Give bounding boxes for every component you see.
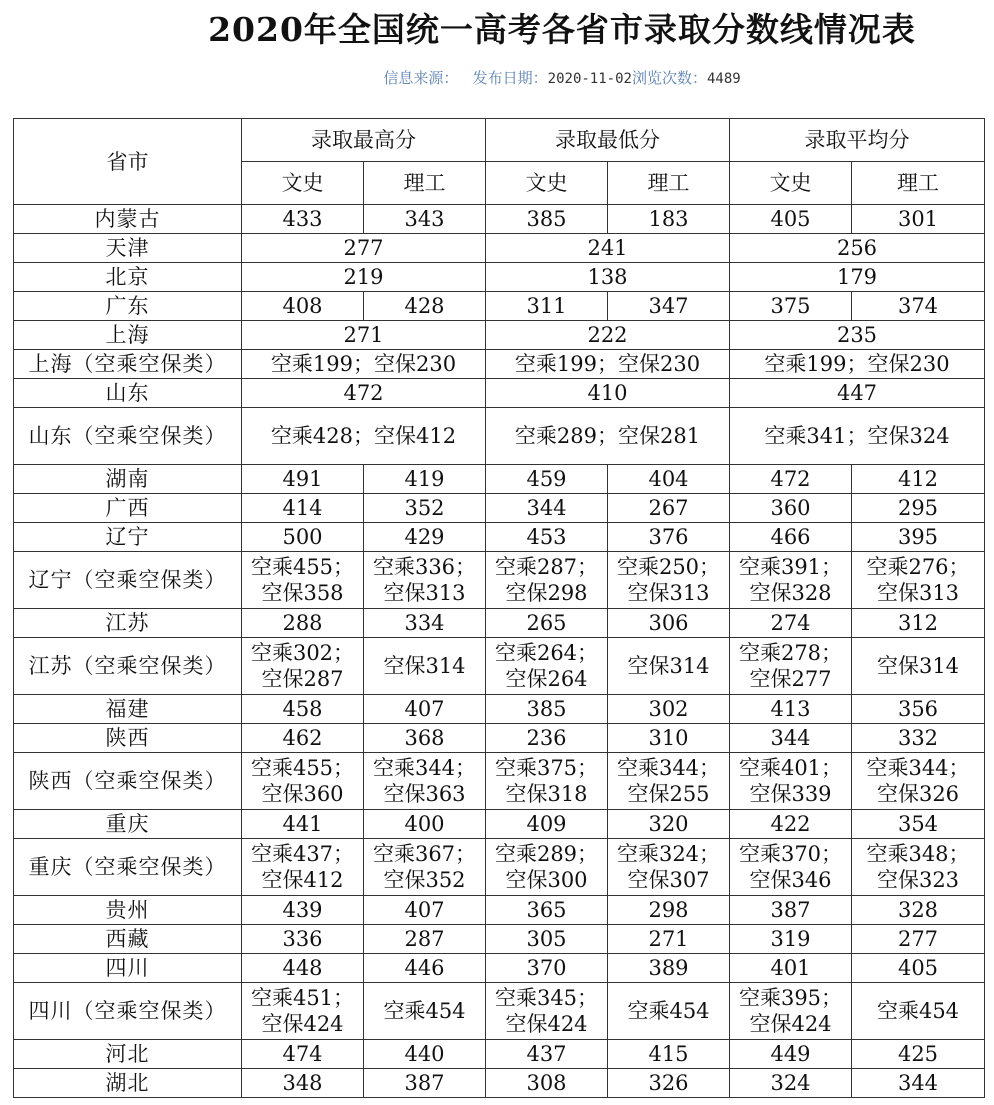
score-cell: 404	[608, 465, 730, 494]
score-cell: 256	[730, 234, 985, 263]
province-cell: 陕西	[14, 724, 242, 753]
table-row	[14, 552, 985, 609]
score-cell: 385	[486, 695, 608, 724]
score-cell: 空乘199；空保230	[486, 350, 730, 379]
table-row	[14, 983, 985, 1040]
province-cell: 山东	[14, 379, 242, 408]
province-cell: 广东	[14, 292, 242, 321]
table-row	[14, 523, 985, 552]
score-cell: 288	[242, 609, 364, 638]
score-cell: 287	[364, 925, 486, 954]
score-cell: 343	[364, 205, 486, 234]
score-cell: 138	[486, 263, 730, 292]
score-line: 空保363	[383, 782, 466, 806]
score-cell: 344	[486, 494, 608, 523]
score-cell: 376	[608, 523, 730, 552]
views-label: 浏览次数：	[631, 69, 707, 87]
table-row	[14, 695, 985, 724]
province-cell: 重庆	[14, 810, 242, 839]
score-cell: 441	[242, 810, 364, 839]
table-row	[14, 465, 985, 494]
score-line: 空保424	[261, 1012, 344, 1036]
score-line: 空乘437；	[250, 842, 355, 866]
score-line: 空保307	[627, 868, 710, 892]
score-line: 空乘287；	[494, 555, 599, 579]
score-cell	[486, 753, 608, 810]
score-cell: 428	[364, 292, 486, 321]
score-line: 空乘455；	[250, 756, 355, 780]
source-label: 信息来源：	[383, 69, 459, 87]
score-line: 空乘278；	[738, 641, 843, 665]
score-cell: 472	[730, 465, 852, 494]
article-meta	[0, 67, 994, 88]
view-count: 4489	[706, 71, 741, 87]
score-line: 空乘289；	[494, 842, 599, 866]
score-line: 空保328	[749, 581, 832, 605]
score-cell	[486, 983, 608, 1040]
score-cell: 277	[852, 925, 985, 954]
score-cell	[242, 983, 364, 1040]
score-cell	[730, 552, 852, 609]
table-row	[14, 753, 985, 810]
province-cell: 北京	[14, 263, 242, 292]
score-cell: 440	[364, 1040, 486, 1069]
score-line: 空保318	[505, 782, 588, 806]
score-cell: 295	[852, 494, 985, 523]
score-cell: 356	[852, 695, 985, 724]
score-line: 空保352	[383, 868, 466, 892]
score-cell: 347	[608, 292, 730, 321]
score-line: 空乘302；	[250, 641, 355, 665]
header-max-science: 理工	[364, 162, 486, 205]
score-cell: 405	[852, 954, 985, 983]
score-cell: 387	[364, 1069, 486, 1098]
score-line: 空保412	[261, 868, 344, 892]
table-row	[14, 292, 985, 321]
score-cell	[364, 753, 486, 810]
score-cell	[242, 638, 364, 695]
score-cell	[608, 839, 730, 896]
province-cell: 山东（空乘空保类）	[14, 408, 242, 465]
score-cell: 415	[608, 1040, 730, 1069]
table-row	[14, 321, 985, 350]
score-cell: 365	[486, 896, 608, 925]
score-cell: 183	[608, 205, 730, 234]
score-cell: 271	[608, 925, 730, 954]
score-line: 空乘336；	[372, 555, 477, 579]
header-min-score: 录取最低分	[486, 119, 730, 162]
score-line: 空保323	[876, 868, 960, 892]
header-avg-science: 理工	[852, 162, 985, 205]
score-line: 空乘367；	[372, 842, 477, 866]
score-cell: 332	[852, 724, 985, 753]
score-cell	[852, 753, 985, 810]
score-cell: 352	[364, 494, 486, 523]
province-cell: 湖南	[14, 465, 242, 494]
score-cell: 500	[242, 523, 364, 552]
score-cell: 466	[730, 523, 852, 552]
score-line: 空保255	[627, 782, 710, 806]
table-row	[14, 494, 985, 523]
score-cell: 235	[730, 321, 985, 350]
score-cell: 空乘454	[364, 983, 486, 1040]
table-row	[14, 839, 985, 896]
score-cell: 271	[242, 321, 486, 350]
score-line: 空乘455；	[250, 555, 355, 579]
score-line: 空保313	[876, 581, 960, 605]
header-province: 省市	[14, 119, 242, 205]
score-cell: 324	[730, 1069, 852, 1098]
score-cell	[730, 983, 852, 1040]
score-cell	[242, 552, 364, 609]
score-table	[13, 118, 985, 1098]
province-cell: 江苏（空乘空保类）	[14, 638, 242, 695]
score-cell: 222	[486, 321, 730, 350]
score-cell: 326	[608, 1069, 730, 1098]
score-cell: 474	[242, 1040, 364, 1069]
score-cell: 319	[730, 925, 852, 954]
table-row	[14, 234, 985, 263]
table-row	[14, 408, 985, 465]
score-cell: 空乘454	[852, 983, 985, 1040]
score-cell	[730, 753, 852, 810]
score-cell	[486, 638, 608, 695]
score-cell: 236	[486, 724, 608, 753]
score-cell: 空保314	[608, 638, 730, 695]
score-cell: 439	[242, 896, 364, 925]
table-row	[14, 609, 985, 638]
date-label: 发布日期：	[472, 69, 548, 87]
score-cell	[608, 753, 730, 810]
score-cell: 360	[730, 494, 852, 523]
score-cell: 298	[608, 896, 730, 925]
table-row	[14, 1069, 985, 1098]
score-cell	[242, 839, 364, 896]
header-max-arts: 文史	[242, 162, 364, 205]
page-title: 2020年全国统一高考各省市录取分数线情况表	[208, 10, 916, 49]
header-max-score: 录取最高分	[242, 119, 486, 162]
score-cell: 空保314	[364, 638, 486, 695]
score-line: 空保339	[749, 782, 832, 806]
score-cell	[852, 839, 985, 896]
score-line: 空乘250；	[616, 555, 721, 579]
score-line: 空保300	[505, 868, 588, 892]
province-cell: 上海	[14, 321, 242, 350]
table-row	[14, 810, 985, 839]
score-cell	[730, 638, 852, 695]
score-line: 空保346	[749, 868, 832, 892]
score-cell	[852, 552, 985, 609]
score-cell: 389	[608, 954, 730, 983]
table-row	[14, 263, 985, 292]
score-line: 空保264	[505, 667, 588, 691]
table-row	[14, 638, 985, 695]
header-min-arts: 文史	[486, 162, 608, 205]
score-cell: 241	[486, 234, 730, 263]
score-cell: 472	[242, 379, 486, 408]
score-cell: 459	[486, 465, 608, 494]
score-cell: 305	[486, 925, 608, 954]
score-cell	[364, 839, 486, 896]
score-cell: 344	[852, 1069, 985, 1098]
province-cell: 重庆（空乘空保类）	[14, 839, 242, 896]
score-cell: 334	[364, 609, 486, 638]
score-cell	[608, 552, 730, 609]
score-cell: 368	[364, 724, 486, 753]
score-cell: 401	[730, 954, 852, 983]
score-line: 空保298	[505, 581, 588, 605]
score-line: 空乘348；	[866, 842, 970, 866]
table-row	[14, 350, 985, 379]
score-line: 空保287	[261, 667, 344, 691]
score-cell: 265	[486, 609, 608, 638]
score-line: 空保313	[383, 581, 466, 605]
score-cell: 空乘199；空保230	[730, 350, 985, 379]
score-line: 空乘451；	[250, 986, 355, 1010]
score-cell: 422	[730, 810, 852, 839]
province-cell: 湖北	[14, 1069, 242, 1098]
score-cell: 405	[730, 205, 852, 234]
table-row	[14, 925, 985, 954]
score-line: 空保360	[261, 782, 344, 806]
score-line: 空保424	[749, 1012, 832, 1036]
score-cell: 409	[486, 810, 608, 839]
province-cell: 四川（空乘空保类）	[14, 983, 242, 1040]
province-cell: 贵州	[14, 896, 242, 925]
score-cell	[486, 552, 608, 609]
score-line: 空保313	[627, 581, 710, 605]
score-cell: 336	[242, 925, 364, 954]
score-line: 空保326	[876, 782, 960, 806]
score-cell	[486, 839, 608, 896]
score-line: 空乘344；	[616, 756, 721, 780]
score-line: 空保277	[749, 667, 832, 691]
table-row	[14, 205, 985, 234]
score-cell: 320	[608, 810, 730, 839]
table-row	[14, 724, 985, 753]
score-cell: 310	[608, 724, 730, 753]
score-cell: 374	[852, 292, 985, 321]
score-cell: 370	[486, 954, 608, 983]
province-cell: 上海（空乘空保类）	[14, 350, 242, 379]
table-row	[14, 379, 985, 408]
table-row	[14, 954, 985, 983]
province-cell: 福建	[14, 695, 242, 724]
score-cell: 408	[242, 292, 364, 321]
score-cell: 425	[852, 1040, 985, 1069]
score-cell: 274	[730, 609, 852, 638]
score-cell: 219	[242, 263, 486, 292]
score-cell: 419	[364, 465, 486, 494]
score-cell: 328	[852, 896, 985, 925]
score-cell: 447	[730, 379, 985, 408]
score-cell: 449	[730, 1040, 852, 1069]
score-cell: 413	[730, 695, 852, 724]
score-line: 空乘276；	[866, 555, 970, 579]
score-line: 空乘344；	[372, 756, 477, 780]
score-cell: 387	[730, 896, 852, 925]
score-cell: 458	[242, 695, 364, 724]
score-cell: 407	[364, 695, 486, 724]
score-cell	[364, 552, 486, 609]
score-cell: 412	[852, 465, 985, 494]
table-row	[14, 1040, 985, 1069]
score-cell: 354	[852, 810, 985, 839]
score-cell: 433	[242, 205, 364, 234]
score-line: 空乘344；	[866, 756, 970, 780]
publish-date: 2020-11-02	[547, 71, 632, 87]
score-line: 空乘375；	[494, 756, 599, 780]
province-cell: 河北	[14, 1040, 242, 1069]
province-cell: 广西	[14, 494, 242, 523]
score-cell: 385	[486, 205, 608, 234]
score-cell: 302	[608, 695, 730, 724]
score-cell: 空乘289；空保281	[486, 408, 730, 465]
score-cell: 312	[852, 609, 985, 638]
score-line: 空乘395；	[738, 986, 843, 1010]
score-cell: 462	[242, 724, 364, 753]
score-cell: 437	[486, 1040, 608, 1069]
score-cell: 414	[242, 494, 364, 523]
score-cell: 446	[364, 954, 486, 983]
score-cell: 344	[730, 724, 852, 753]
header-min-science: 理工	[608, 162, 730, 205]
score-line: 空保358	[261, 581, 344, 605]
score-cell: 301	[852, 205, 985, 234]
score-cell: 311	[486, 292, 608, 321]
score-cell: 267	[608, 494, 730, 523]
score-cell: 空保314	[852, 638, 985, 695]
province-cell: 辽宁（空乘空保类）	[14, 552, 242, 609]
province-cell: 西藏	[14, 925, 242, 954]
score-cell: 407	[364, 896, 486, 925]
province-cell: 江苏	[14, 609, 242, 638]
province-cell: 辽宁	[14, 523, 242, 552]
score-line: 空乘401；	[738, 756, 843, 780]
score-line: 空乘264；	[494, 641, 599, 665]
score-cell: 空乘454	[608, 983, 730, 1040]
score-cell	[730, 839, 852, 896]
score-cell: 空乘341；空保324	[730, 408, 985, 465]
score-cell: 空乘199；空保230	[242, 350, 486, 379]
score-cell: 348	[242, 1069, 364, 1098]
score-cell: 277	[242, 234, 486, 263]
score-cell: 429	[364, 523, 486, 552]
score-cell: 395	[852, 523, 985, 552]
province-cell: 内蒙古	[14, 205, 242, 234]
score-cell: 308	[486, 1069, 608, 1098]
score-cell: 448	[242, 954, 364, 983]
province-cell: 天津	[14, 234, 242, 263]
score-cell: 179	[730, 263, 985, 292]
header-avg-score: 录取平均分	[730, 119, 985, 162]
table-row	[14, 896, 985, 925]
province-cell: 四川	[14, 954, 242, 983]
score-cell: 453	[486, 523, 608, 552]
score-line: 空乘324；	[616, 842, 721, 866]
score-cell	[242, 753, 364, 810]
score-line: 空乘345；	[494, 986, 599, 1010]
score-line: 空乘391；	[738, 555, 843, 579]
score-cell: 491	[242, 465, 364, 494]
header-avg-arts: 文史	[730, 162, 852, 205]
table-body	[14, 205, 985, 1098]
score-cell: 空乘428；空保412	[242, 408, 486, 465]
province-cell: 陕西（空乘空保类）	[14, 753, 242, 810]
score-line: 空保424	[505, 1012, 588, 1036]
score-cell: 410	[486, 379, 730, 408]
score-line: 空乘370；	[738, 842, 843, 866]
score-cell: 306	[608, 609, 730, 638]
score-cell: 375	[730, 292, 852, 321]
score-cell: 400	[364, 810, 486, 839]
